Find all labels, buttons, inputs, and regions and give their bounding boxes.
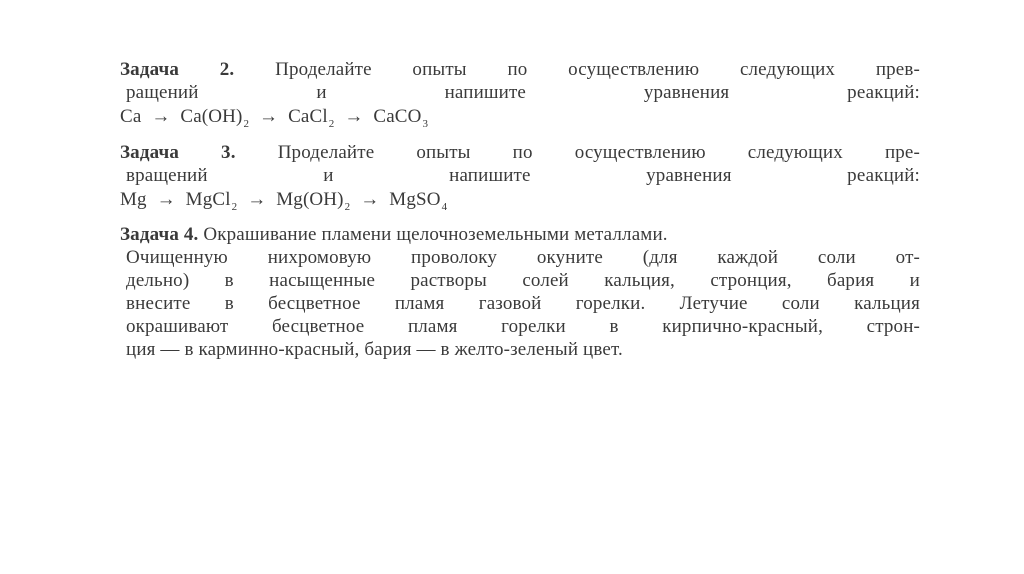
reaction-arrow: → xyxy=(259,106,279,127)
formula-subscript: 2 xyxy=(231,201,238,213)
task-4 xyxy=(120,223,920,361)
task-2-line-1 xyxy=(120,58,920,81)
task-4-line-2: Очищенную нихромовую проволоку окуните (для каждой соли от- xyxy=(126,247,920,268)
formula-term: MgCl xyxy=(185,189,231,210)
task-2-formula xyxy=(120,105,920,131)
task-4-label: Задача 4. xyxy=(120,224,199,245)
formula-term: Ca(OH) xyxy=(180,106,243,127)
reaction-arrow: → xyxy=(344,106,364,127)
formula-term: MgSO xyxy=(389,189,441,210)
formula-term: CaCO xyxy=(373,106,422,127)
task-3-line-2: вращений и напишите уравнения реакций: xyxy=(126,165,920,186)
task-2-line-2: ращений и напишите уравнения реакций: xyxy=(126,82,920,103)
task-3-line-1 xyxy=(120,141,920,164)
task-3-label: Задача 3. xyxy=(120,142,236,163)
task-4-title: Окрашивание пламени щелочноземельными металлами. xyxy=(203,224,668,245)
formula-subscript: 4 xyxy=(441,201,448,213)
task-3 xyxy=(120,141,920,214)
task-2-text-line-1: Проделайте опыты по осуществлению следующих прев- xyxy=(275,59,920,80)
formula-subscript: 2 xyxy=(344,201,351,213)
formula-term: Ca xyxy=(120,106,142,127)
reaction-arrow: → xyxy=(247,189,267,210)
reaction-arrow: → xyxy=(151,106,171,127)
task-4-line-5: окрашивают бесцветное пламя горелки в кирпично-красный, строн- xyxy=(126,316,920,337)
task-2-label: Задача 2. xyxy=(120,59,235,80)
formula-subscript: 3 xyxy=(422,118,429,130)
formula-term: CaCl xyxy=(288,106,328,127)
task-4-line-1 xyxy=(120,223,920,246)
task-3-formula xyxy=(120,188,920,214)
formula-term: Mg(OH) xyxy=(276,189,344,210)
task-4-line-4: внесите в бесцветное пламя газовой горелки. Летучие соли кальция xyxy=(126,293,920,314)
formula-subscript: 2 xyxy=(243,118,250,130)
task-4-line-3: дельно) в насыщенные растворы солей кальция, стронция, бария и xyxy=(126,270,920,291)
task-2 xyxy=(120,58,920,131)
task-3-text-line-1: Проделайте опыты по осуществлению следующих пре- xyxy=(277,142,920,163)
task-4-line-6: ция — в карминно-красный, бария — в желто-зеленый цвет. xyxy=(126,339,623,360)
reaction-arrow: → xyxy=(360,189,380,210)
formula-subscript: 2 xyxy=(328,118,335,130)
scanned-textbook-page xyxy=(120,58,920,369)
reaction-arrow: → xyxy=(156,189,176,210)
formula-term: Mg xyxy=(120,189,147,210)
